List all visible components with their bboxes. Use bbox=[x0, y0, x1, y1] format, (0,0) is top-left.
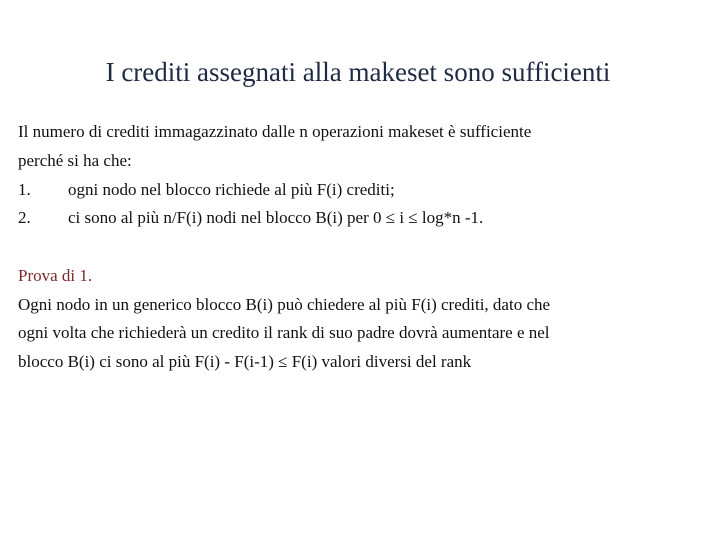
proof-line-2: ogni volta che richiederà un credito il rank di suo padre dovrà aumentare e nel bbox=[18, 323, 550, 343]
intro-line-1: Il numero di crediti immagazzinato dalle n operazioni makeset è sufficiente bbox=[18, 122, 532, 141]
list-item-1-text: ogni nodo nel blocco richiede al più F(i) crediti; bbox=[68, 179, 395, 199]
list-item-1 bbox=[18, 176, 708, 205]
list-item-1-number: 1. bbox=[18, 179, 31, 199]
proof-line-1: Ogni nodo in un generico blocco B(i) può chiedere al più F(i) crediti, dato che bbox=[18, 294, 551, 314]
slide-title: I crediti assegnati alla makeset sono sufficienti bbox=[105, 57, 611, 87]
intro-line-2: perché si ha che: bbox=[18, 150, 132, 170]
list-item-2-number: 2. bbox=[18, 208, 31, 228]
slide-body bbox=[18, 118, 708, 377]
proof-heading: Prova di 1. bbox=[18, 265, 93, 285]
list-item-2-text: ci sono al più n/F(i) nodi nel blocco B(i) per 0 ≤ i ≤ log*n -1. bbox=[68, 208, 484, 228]
proof-line-3: blocco B(i) ci sono al più F(i) - F(i-1) ≤ F(i) valori diversi del rank bbox=[18, 352, 472, 372]
paragraph-spacer bbox=[18, 233, 708, 262]
list-item-2 bbox=[18, 204, 708, 233]
